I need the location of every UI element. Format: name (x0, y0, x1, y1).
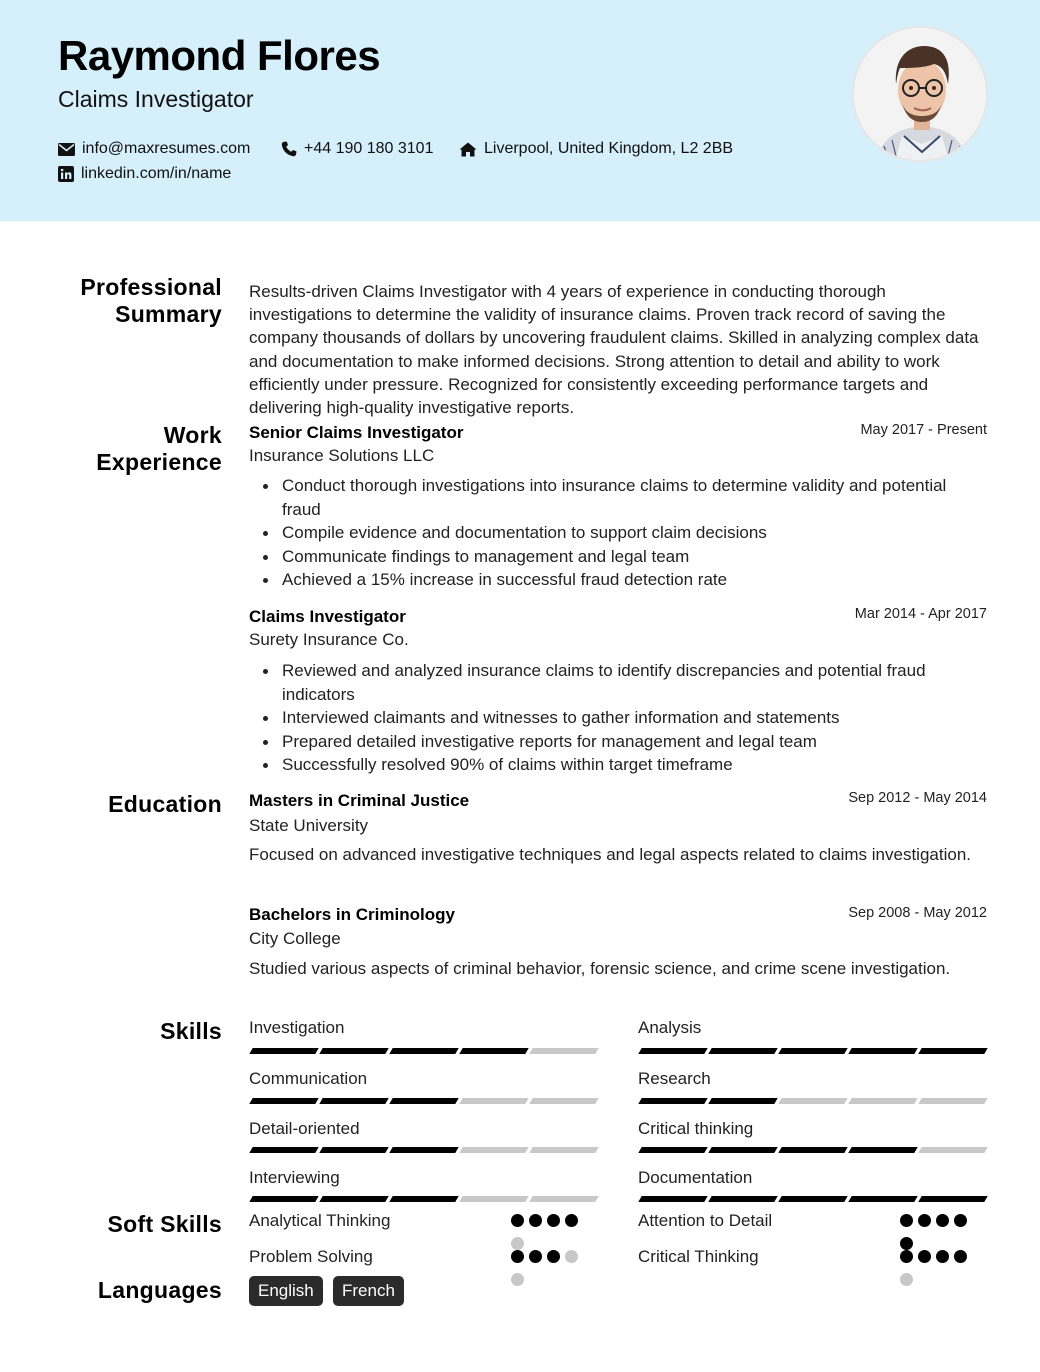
rating-dot (529, 1250, 542, 1263)
rating-dot (900, 1273, 913, 1286)
skill-level-segment (249, 1147, 318, 1153)
job-role: Senior Claims Investigator (249, 423, 464, 442)
list-item: Successfully resolved 90% of claims within target timeframe (249, 753, 987, 777)
profile-photo (852, 26, 988, 162)
job-company: Insurance Solutions LLC (249, 446, 435, 465)
skill-name: Communication (249, 1069, 368, 1088)
skill-name: Interviewing (249, 1168, 340, 1187)
resume-header (0, 0, 1040, 221)
phone-icon (281, 141, 297, 157)
section-title-line: Work (163, 422, 222, 448)
skill-name: Documentation (638, 1168, 753, 1187)
skill-level-segment (918, 1147, 987, 1153)
rating-dot (511, 1273, 524, 1286)
list-item: Conduct thorough investigations into insurance claims to determine validity and potential fraud (249, 474, 987, 521)
skill-name: Investigation (249, 1018, 345, 1037)
rating-dot (936, 1250, 949, 1263)
skill-level-segment (459, 1147, 528, 1153)
rating-dot (565, 1250, 578, 1263)
edu-school: State University (249, 816, 369, 835)
rating-dot (529, 1214, 542, 1227)
skill-level-segment (319, 1196, 388, 1202)
home-icon (459, 142, 477, 157)
rating-dot (547, 1250, 560, 1263)
section-title-languages: Languages (97, 1277, 222, 1303)
rating-dot (918, 1250, 931, 1263)
skill-level-segment (638, 1048, 707, 1054)
person-portrait-icon (854, 28, 988, 162)
skill-name: Research (638, 1069, 711, 1088)
skill-level-segment (778, 1048, 847, 1054)
skill-level-segment (848, 1196, 917, 1202)
list-item: Interviewed claimants and witnesses to gather information and statements (249, 706, 987, 730)
skill-level-segment (319, 1098, 388, 1104)
rating-dot (565, 1214, 578, 1227)
skill-level-segment (708, 1196, 777, 1202)
skill-level-segment (708, 1098, 777, 1104)
skill-level-bar (251, 1098, 599, 1104)
list-item: Reviewed and analyzed insurance claims to identify discrepancies and potential fraud indicators (249, 659, 987, 706)
skill-level-segment (389, 1048, 458, 1054)
edu-description: Focused on advanced investigative techniques and legal aspects related to claims investigation. (249, 845, 971, 864)
skill-level-bar (640, 1098, 988, 1104)
skill-level-bar (640, 1048, 988, 1054)
skill-level-segment (459, 1098, 528, 1104)
skill-level-segment (778, 1147, 847, 1153)
rating-dot (511, 1237, 524, 1250)
skill-level-segment (529, 1196, 598, 1202)
job-company: Surety Insurance Co. (249, 630, 409, 649)
list-item: Prepared detailed investigative reports for management and legal team (249, 730, 987, 754)
skill-level-segment (848, 1048, 917, 1054)
skill-level-segment (918, 1048, 987, 1054)
summary-text: Results-driven Claims Investigator with 4 years of experience in conducting thorough investigations to determine the validity of insurance claims. Proven track record of saving the company thousands of dollars by uncovering fraudulent claims. Skilled in analyzing complex data and documentation to make informed decisions. Strong attention to detail and ability to work efficiently under pressure. Recognized for consistently exceeding performance targets and delivering high-quality investigative reports. (249, 282, 979, 418)
section-title-summary (80, 274, 222, 328)
rating-dot (547, 1214, 560, 1227)
soft-skill-name: Attention to Detail (638, 1211, 773, 1230)
soft-skill-name: Critical Thinking (638, 1247, 759, 1266)
section-title-work (96, 422, 222, 476)
list-item: Compile evidence and documentation to support claim decisions (249, 521, 987, 545)
rating-dot (954, 1214, 967, 1227)
contact-email[interactable] (58, 140, 250, 158)
skill-name: Detail-oriented (249, 1119, 360, 1138)
list-item: Communicate findings to management and legal team (249, 545, 987, 569)
skill-level-segment (778, 1196, 847, 1202)
envelope-icon (58, 143, 75, 156)
skill-level-segment (918, 1098, 987, 1104)
rating-dot (511, 1250, 524, 1263)
skill-level-segment (389, 1147, 458, 1153)
skill-level-segment (638, 1147, 707, 1153)
section-title-line: Professional (80, 274, 222, 300)
job-date: Mar 2014 - Apr 2017 (854, 606, 987, 622)
candidate-name: Raymond Flores (58, 32, 381, 79)
phone-text: +44 190 180 3101 (304, 140, 434, 157)
language-chip: English (249, 1276, 323, 1306)
skill-level-segment (249, 1098, 318, 1104)
skill-name: Critical thinking (638, 1119, 754, 1138)
rating-dot (918, 1214, 931, 1227)
skill-level-segment (249, 1048, 318, 1054)
skill-level-bar (251, 1147, 599, 1153)
rating-dot (511, 1214, 524, 1227)
location-text: Liverpool, United Kingdom, L2 2BB (484, 140, 734, 157)
edu-date: Sep 2012 - May 2014 (848, 790, 987, 806)
contact-phone[interactable] (281, 140, 433, 158)
skill-level-segment (389, 1196, 458, 1202)
skill-level-segment (638, 1098, 707, 1104)
skill-level-segment (529, 1048, 598, 1054)
soft-skill-name: Analytical Thinking (249, 1211, 391, 1230)
edu-date: Sep 2008 - May 2012 (848, 905, 987, 921)
list-item: Achieved a 15% increase in successful fraud detection rate (249, 568, 987, 592)
skill-level-segment (848, 1098, 917, 1104)
skill-level-segment (638, 1196, 707, 1202)
job-role: Claims Investigator (249, 607, 406, 626)
section-title-line: Summary (115, 301, 222, 327)
edu-degree: Masters in Criminal Justice (249, 791, 470, 810)
rating-dot (900, 1250, 913, 1263)
section-title-soft-skills: Soft Skills (107, 1211, 222, 1237)
soft-skill-name: Problem Solving (249, 1247, 373, 1266)
skill-level-segment (708, 1147, 777, 1153)
section-title-education: Education (108, 791, 222, 817)
contact-linkedin[interactable] (58, 165, 231, 183)
skill-level-bar (251, 1196, 599, 1202)
skill-level-segment (708, 1048, 777, 1054)
skill-name: Analysis (638, 1018, 702, 1037)
contact-location (459, 140, 733, 158)
skill-level-segment (848, 1147, 917, 1153)
rating-dot (954, 1250, 967, 1263)
job-bullets (249, 659, 987, 777)
job-bullets (249, 474, 987, 592)
edu-school: City College (249, 929, 341, 948)
skill-level-segment (778, 1098, 847, 1104)
edu-description: Studied various aspects of criminal behavior, forensic science, and crime scene investigation. (249, 959, 951, 978)
skill-level-segment (529, 1147, 598, 1153)
skill-level-bar (640, 1196, 988, 1202)
skill-level-segment (459, 1196, 528, 1202)
section-title-skills: Skills (160, 1018, 222, 1044)
linkedin-text: linkedin.com/in/name (81, 165, 232, 182)
section-title-line: Experience (96, 449, 222, 475)
language-chip: French (333, 1276, 404, 1306)
rating-dot (936, 1214, 949, 1227)
skill-level-segment (319, 1048, 388, 1054)
linkedin-icon (58, 166, 74, 182)
skill-level-segment (389, 1098, 458, 1104)
rating-dot (900, 1237, 913, 1250)
skill-level-segment (319, 1147, 388, 1153)
email-text: info@maxresumes.com (82, 140, 251, 157)
edu-degree: Bachelors in Criminology (249, 905, 455, 924)
skill-level-bar (251, 1048, 599, 1054)
candidate-title: Claims Investigator (58, 86, 254, 112)
job-date: May 2017 - Present (860, 422, 987, 438)
skill-level-segment (529, 1098, 598, 1104)
skill-level-bar (640, 1147, 988, 1153)
skill-level-segment (918, 1196, 987, 1202)
skill-level-segment (249, 1196, 318, 1202)
skill-level-segment (459, 1048, 528, 1054)
rating-dot (900, 1214, 913, 1227)
